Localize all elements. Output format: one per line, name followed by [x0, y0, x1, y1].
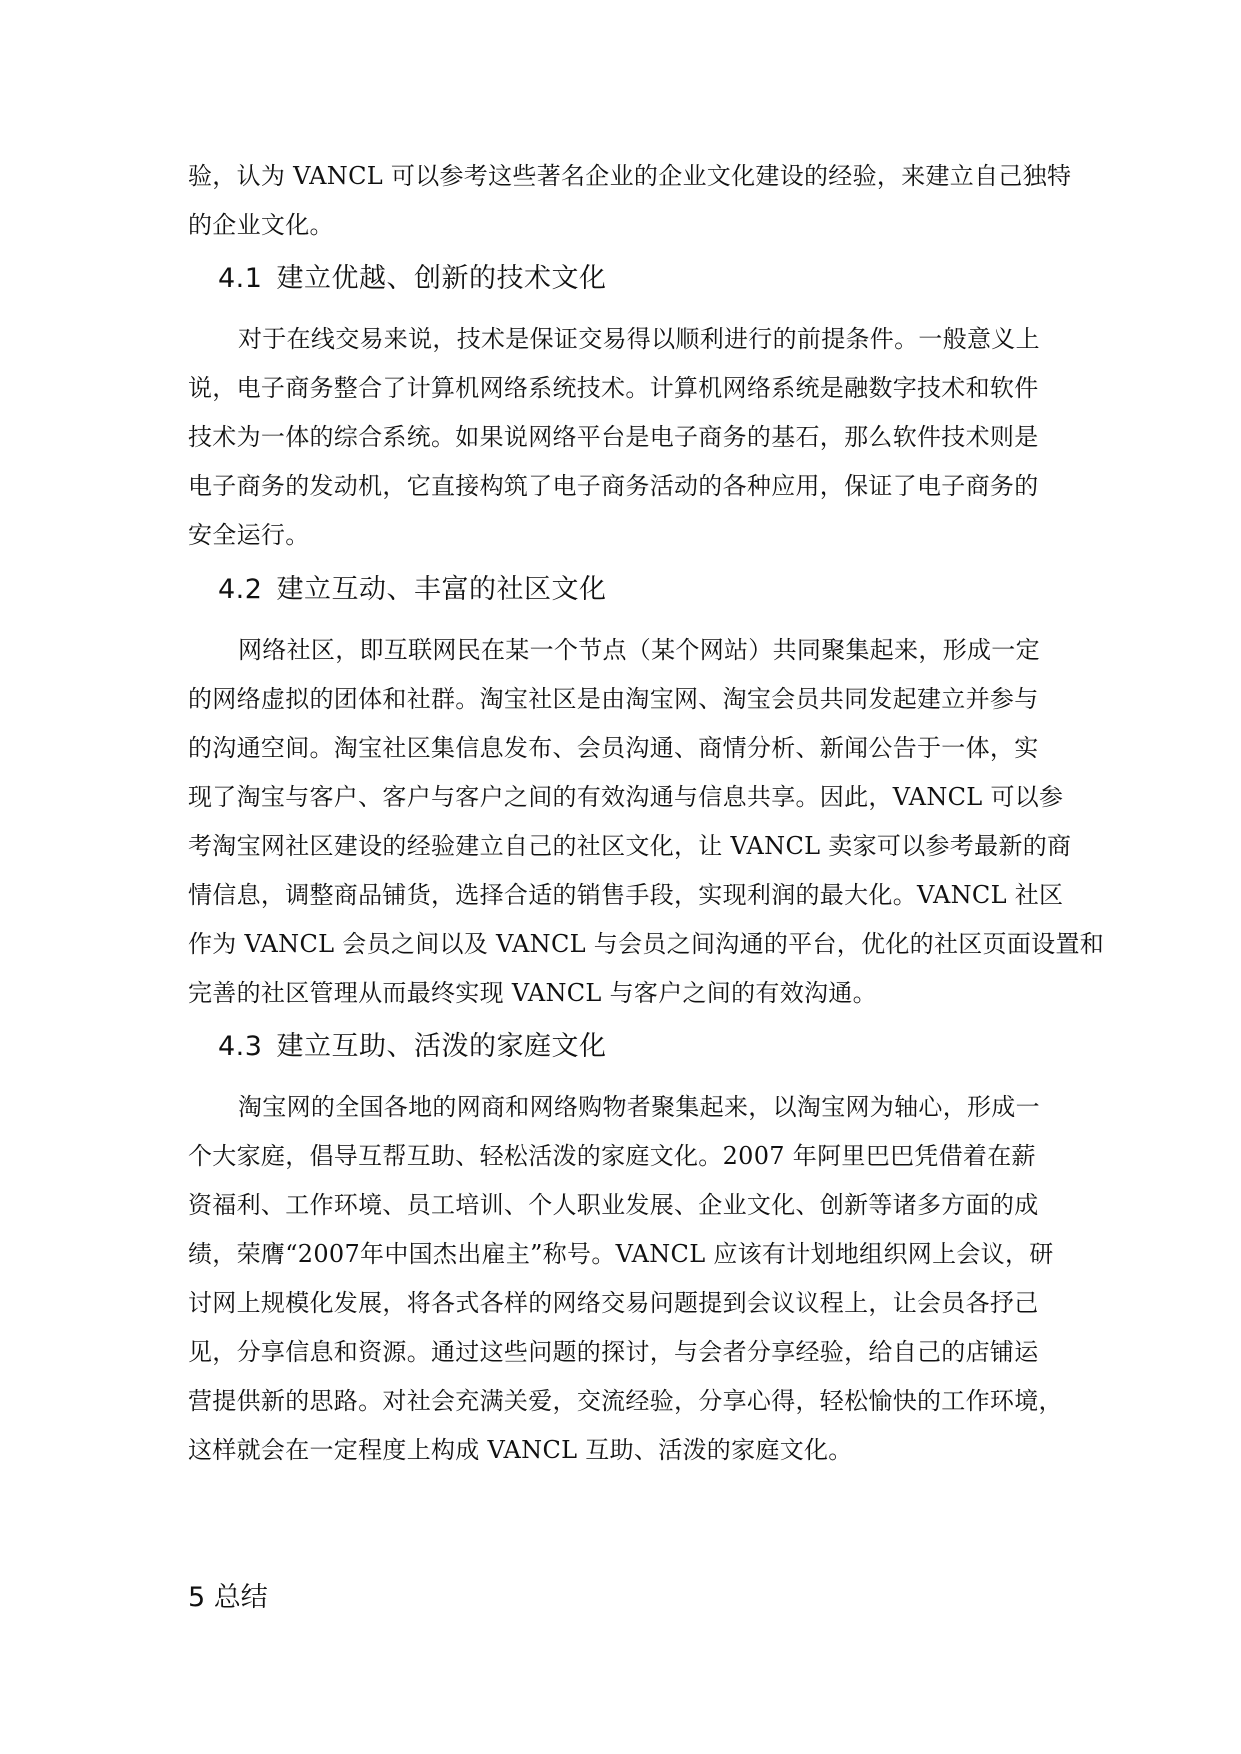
paragraph-line: 的网络虚拟的团体和社群。淘宝社区是由淘宝网、淘宝会员共同发起建立并参与	[188, 685, 1039, 713]
chapter-heading-5: 5 总结	[188, 1582, 268, 1613]
section-number: 4.3	[218, 1031, 263, 1062]
paragraph-line: 现了淘宝与客户、客户与客户之间的有效沟通与信息共享。因此，VANCL 可以参	[188, 783, 1064, 811]
paragraph-line: 情信息，调整商品铺货，选择合适的销售手段，实现利润的最大化。VANCL 社区	[188, 881, 1064, 909]
section-heading-4-1	[218, 262, 606, 296]
paragraph-line: 对于在线交易来说，技术是保证交易得以顺利进行的前提条件。一般意义上	[238, 325, 1040, 353]
paragraph-line: 淘宝网的全国各地的网商和网络购物者聚集起来，以淘宝网为轴心，形成一	[238, 1093, 1040, 1121]
paragraph-line: 网络社区，即互联网民在某一个节点（某个网站）共同聚集起来，形成一定	[238, 636, 1040, 664]
paragraph-line: 这样就会在一定程度上构成 VANCL 互助、活泼的家庭文化。	[188, 1436, 853, 1464]
paragraph-line: 电子商务的发动机，它直接构筑了电子商务活动的各种应用，保证了电子商务的	[188, 472, 1039, 500]
paragraph-line: 的沟通空间。淘宝社区集信息发布、会员沟通、商情分析、新闻公告于一体，实	[188, 734, 1039, 762]
paragraph-line: 资福利、工作环境、员工培训、个人职业发展、企业文化、创新等诸多方面的成	[188, 1191, 1039, 1219]
paragraph-line: 作为 VANCL 会员之间以及 VANCL 与会员之间沟通的平台，优化的社区页面设置和	[188, 930, 1105, 958]
section-number: 4.1	[218, 263, 263, 294]
paragraph-line: 个大家庭，倡导互帮互助、轻松活泼的家庭文化。2007 年阿里巴巴凭借着在薪	[188, 1142, 1036, 1170]
section-title: 建立互动、丰富的社区文化	[276, 574, 607, 605]
paragraph-line: 考淘宝网社区建设的经验建立自己的社区文化，让 VANCL 卖家可以参考最新的商	[188, 832, 1072, 860]
paragraph-line: 安全运行。	[188, 521, 310, 549]
paragraph-line: 讨网上规模化发展，将各式各样的网络交易问题提到会议议程上，让会员各抒己	[188, 1289, 1039, 1317]
paragraph-line: 验，认为 VANCL 可以参考这些著名企业的企业文化建设的经验，来建立自己独特	[188, 162, 1072, 190]
section-heading-4-3	[218, 1030, 606, 1064]
paragraph-line: 的企业文化。	[188, 211, 334, 239]
section-heading-4-2	[218, 573, 606, 607]
section-title: 建立优越、创新的技术文化	[276, 263, 607, 294]
paragraph-line: 说，电子商务整合了计算机网络系统技术。计算机网络系统是融数字技术和软件	[188, 374, 1039, 402]
section-number: 4.2	[218, 574, 263, 605]
section-title: 建立互助、活泼的家庭文化	[276, 1031, 607, 1062]
paragraph-line: 见，分享信息和资源。通过这些问题的探讨，与会者分享经验，给自己的店铺运	[188, 1338, 1039, 1366]
paragraph-line: 技术为一体的综合系统。如果说网络平台是电子商务的基石，那么软件技术则是	[188, 423, 1039, 451]
paragraph-line: 营提供新的思路。对社会充满关爱，交流经验，分享心得，轻松愉快的工作环境，	[188, 1387, 1063, 1415]
paragraph-line: 完善的社区管理从而最终实现 VANCL 与客户之间的有效沟通。	[188, 979, 877, 1007]
paragraph-line: 绩，荣膺“2007年中国杰出雇主”称号。VANCL 应该有计划地组织网上会议，研	[188, 1240, 1054, 1268]
